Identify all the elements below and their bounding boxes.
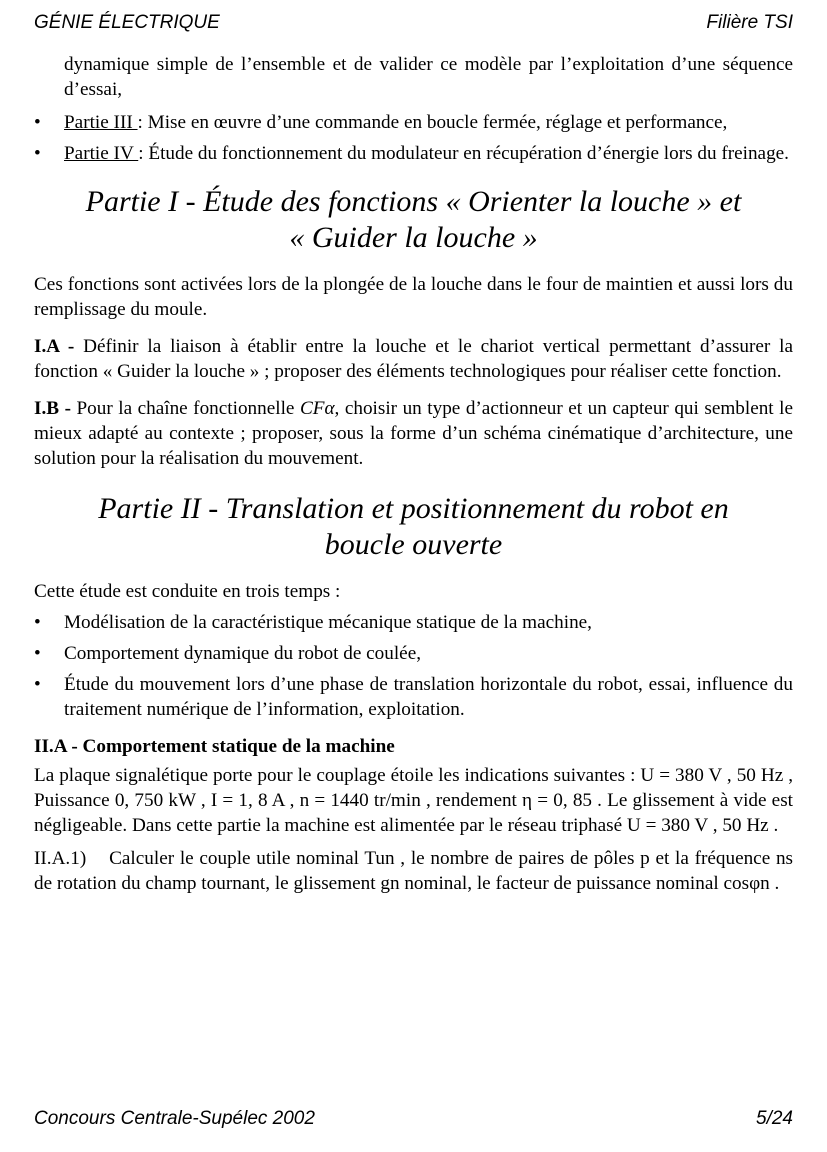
section-iia-heading: II.A - Comportement statique de la machine	[34, 736, 395, 757]
bullet-text: : Étude du fonctionnement du modulateur en récupération d’énergie lors du freinage.	[138, 143, 789, 164]
bullet-label: Partie IV	[64, 143, 139, 164]
bullet-label: Partie III	[64, 112, 138, 133]
bullet-text: : Mise en œuvre d’une commande en boucle fermée, réglage et performance,	[137, 112, 728, 133]
part1-intro: Ces fonctions sont activées lors de la plongée de la louche dans le four de maintien et aussi lors du remplissage du moule.	[34, 274, 793, 320]
intro-continuation: dynamique simple de l’ensemble et de valider ce modèle par l’exploitation d’une séquence d’essai,	[64, 54, 793, 100]
page-content	[34, 52, 793, 896]
question-ia: I.A - Définir la liaison à établir entre la louche et le chariot vertical permettant d’assurer la fonction « Guider la louche » ; proposer des éléments technologiques pour réaliser cette fonction.	[34, 336, 793, 382]
page-number: 5/24	[756, 1108, 793, 1129]
header-right: Filière TSI	[706, 12, 793, 33]
part1-title: Partie I - Étude des fonctions « Orienter la louche » et « Guider la louche »	[85, 185, 742, 254]
iia-paragraph: La plaque signalétique porte pour le couplage étoile les indications suivantes : U = 380 V , 50 Hz , Puissance 0, 750 kW , I = 1, 8 A , n = 1440 tr/min , rendement η = 0, 85 . Le glissement à vide est négligeable. Dans cette partie la machine est alimentée par le réseau triphasé U = 380 V , 50 Hz .	[34, 765, 793, 836]
header-left: GÉNIE ÉLECTRIQUE	[34, 12, 220, 33]
bullet-partie-iv	[34, 141, 793, 166]
part2-title: Partie II - Translation et positionnement du robot en boucle ouverte	[98, 492, 729, 561]
bullet-partie-iii	[34, 110, 793, 135]
footer-left: Concours Centrale-Supélec 2002	[34, 1108, 315, 1129]
question-ib: I.B - Pour la chaîne fonctionnelle CFα, choisir un type d’actionneur et un capteur qui semblent le mieux adapté au contexte ; proposer, sous la forme d’un schéma cinématique d’architecture, une solution pour la réalisation du mouvement.	[34, 398, 793, 469]
part2-bullet: • Comportement dynamique du robot de coulée,	[34, 641, 793, 666]
part2-intro: Cette étude est conduite en trois temps :	[34, 581, 341, 602]
page-header	[34, 12, 793, 34]
part2-bullet: • Modélisation de la caractéristique mécanique statique de la machine,	[34, 610, 793, 635]
part2-bullet: • Étude du mouvement lors d’une phase de translation horizontale du robot, essai, influence du traitement numérique de l’information, exploitation.	[34, 672, 793, 722]
question-iia1: II.A.1) Calculer le couple utile nominal Tun , le nombre de paires de pôles p et la fréquence ns de rotation du champ tournant, le glissement gn nominal, le facteur de puissance nominal cosφn .	[34, 848, 794, 894]
page-footer	[34, 1108, 793, 1130]
